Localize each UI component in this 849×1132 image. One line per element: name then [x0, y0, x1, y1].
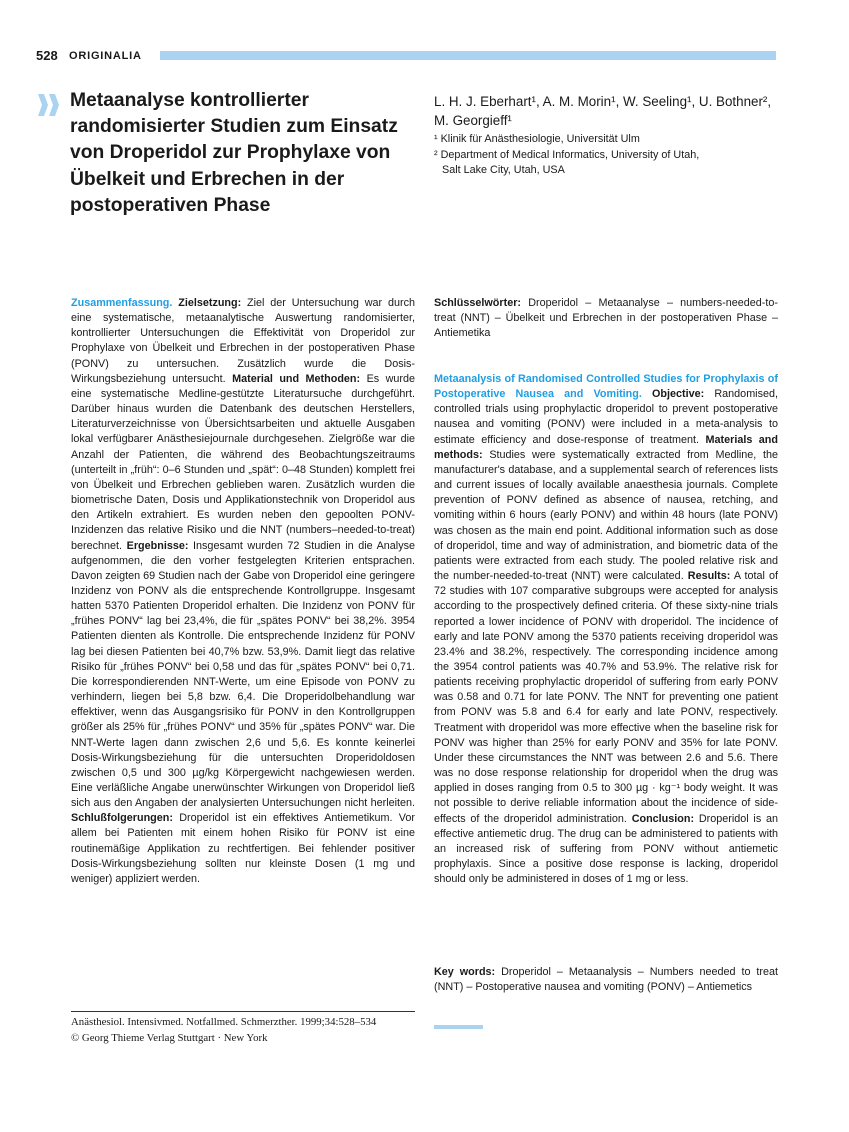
methods-label: Materials and methods: [434, 433, 778, 461]
objective-text: Ziel der Untersuchung war durch eine systematische, metaanalytische Auswertung randomisierter, kontrollierter Untersuchungen die Effektivität von Droperidol zur Prophylaxe von Übelkeit und Erbrechen in der postoperativen Phase (PONV) zu untersuchen. Zusätzlich wurde die Dosis-Wirkungsbeziehung untersucht. [71, 297, 415, 385]
article-title: Metaanalyse kontrollierter randomisierter Studien zum Einsatz von Droperidol zur Prophylaxe von Übelkeit und Erbrechen in der postoperativen Phase [70, 90, 398, 216]
objective-label: Zielsetzung: [178, 297, 242, 309]
keywords-english [434, 965, 778, 995]
methods-label: Material und Methoden: [232, 372, 361, 385]
keywords-text: Droperidol – Metaanalysis – Numbers needed to treat (NNT) – Postoperative nausea and vomiting (PONV) – Antiemetics [434, 966, 779, 994]
objective-text: Randomised, controlled trials using prophylactic droperidol to prevent postoperative nausea and vomiting (PONV) were included in a meta-analysis to estimate efficiency and dose-response of treatment. [434, 388, 778, 446]
abstract-english [434, 372, 778, 887]
section-label: ORIGINALIA [69, 50, 142, 62]
keywords-label: Key words: [434, 966, 496, 978]
page-number: 528 [36, 48, 58, 63]
journal-citation: Anästhesiol. Intensivmed. Notfallmed. Schmerzther. 1999;34:528–534 [71, 1016, 377, 1028]
results-text: A total of 72 studies with 107 comparative subgroups were accepted for analysis according to the prospectively defined criteria. Of these sixty-nine trials reported a lower incidence of PONV with droperidol. The incidence of early and late PONV among the 5370 patients receiving droperidol was 23.4% and 38.2%, respectively. The corresponding incidence among the 3954 control patients was 40.7% and 53.9%. The relative risk for patients receiving prophylactic droperidol of suffering from early PONV was 0.58 and 0.71 for late PONV. The NNT for preventing one patient from PONV was 5.8 and 6.4 for early and late PONV, respectively. Treatment with droperidol was more effective when the baseline risk for PONV was higher than 25% for early PONV and 35% for late PONV. Under these circumstances the NNT was between 2.6 and 5.6. There was no dose response relationship for droperidol when the drug was applied in doses ranging from 0.5 to 300 µg · kg⁻¹ body weight. It was not possible to derive reliable information about the incidence of side-effects of the droperidol administration. [434, 570, 778, 825]
results-label: Results: [687, 570, 731, 583]
objective-label: Objective: [652, 388, 705, 401]
end-marker-bar [434, 1025, 483, 1029]
citation-footer [71, 1014, 415, 1046]
methods-text: Es wurde eine systematische Medline-gestützte Literatursuche durchgeführt. Darüber hinaus wurden die Datenbank des deutschen Herstellers, Literaturverzeichnisse von Übersichtsarbeiten und aktuelle Ausgaben lokal verfügbarer Anästhesiejournale durchgesehen. Zielgröße war die Anzahl der Patienten, die während des Beobachtungszeitraums (unterteilt in „früh“: 0–6 Stunden und „spät“: 0–48 Stunden) komplett frei von Übelkeit und Erbrechen geblieben waren. Zusätzlich wurden die biometrische Daten, Dosis und Applikationstechnik von Droperidol aus den Artikeln extrahiert. Es wurden neben den gepoolten PONV-Inzidenzen das relative Risiko und die NNT (numbers–needed-to-treat) berechnet. [71, 372, 416, 552]
conclusion-text: Droperidol is an effective antiemetic drug. The drug can be administered to patients with an increased risk of suffering from PONV without antiemetic prophylaxis. Since a positive dose response is lacking, droperidol should only be administered in doses of 1 mg or less. [434, 812, 778, 886]
footer-divider [71, 1011, 415, 1012]
publisher-line: © Georg Thieme Verlag Stuttgart · New York [71, 1032, 268, 1044]
keywords-label: Schlüsselwörter: [434, 297, 522, 309]
abstract-heading: Zusammenfassung. [71, 297, 173, 309]
affiliation: Salt Lake City, Utah, USA [442, 164, 565, 176]
abstract-german [71, 296, 415, 887]
abstract-heading: Metaanalysis of Randomised Controlled Studies for Prophylaxis of Postoperative Nausea and Vomiting. [434, 373, 778, 401]
methods-text: Studies were systematically extracted from Medline, the manufacturer's database, and a supplemental search of references lists and current issues of locally available anaesthesia journals. Complete prevention of PONV defined as absence of nausea, retching, and vomiting within 6 hours (early PONV) and within 48 hours (late PONV) was chosen as the main end point. Additional information such as dose of droperidol, time and way of administration, and biometric data of the patients were extracted from each study. The pooled relative risk and the number-needed-to-treat (NNT) were calculated. [434, 448, 779, 583]
author-line: M. Georgieff¹ [434, 113, 512, 128]
results-text: Insgesamt wurden 72 Studien in die Analyse aufgenommen, die den vorher festgelegten Kriterien entsprachen. Davon zeigten 69 Studien nach der Gabe von Droperidol eine geringere Inzidenz von PONV als die entsprechende Kontrollgruppe. Insgesamt hatten 5370 Patienten Droperidol erhalten. Die Inzidenz von PONV für „frühes PONV“ lag bei 23,4%, die für „spätes PONV“ bei 38,2%. 3954 Patienten dienten als Kontrolle. Die entsprechende Inzidenz für PONV lag bei diesen Patienten bei 40,7% bzw. 53,9%. Damit liegt das relative Risiko für „frühes PONV“ bei 0,58 und das für „spätes PONV“ bei 0,71. Die korrespondierenden NNT-Werte, um eine Episode von PONV zu verhindern, liegen bei 5,8 bzw. 6,4. Die Droperidolbehandlung war effektiver, wenn das Ausgangsrisiko für PONV in den Kontrollgruppen größer als 25% für „frühes PONV“ und 35% für „spätes PONV“ war. Die NNT-Werte lagen dann zwischen 2,6 und 5,6. Es konnte keinerlei Dosis-Wirkungsbeziehung für die untersuchten Droperidoldosen zwischen 0,5 und 300 µg/kg Körpergewicht nachgewiesen werden. Eine verläßliche Angabe unerwünschter Wirkungen von Droperidol ließ sich aus den Angaben der analysierten Untersuchungen nicht herleiten. [71, 539, 416, 810]
affiliation: ² Department of Medical Informatics, University of Utah, [434, 148, 700, 161]
author-list [434, 92, 784, 130]
header-accent-bar [160, 51, 776, 60]
conclusion-label: Schlußfolgerungen: [71, 812, 173, 825]
results-label: Ergebnisse: [126, 539, 189, 552]
affiliation: ¹ Klinik für Anästhesiologie, Universität Ulm [434, 133, 640, 145]
author-line: L. H. J. Eberhart¹, A. M. Morin¹, W. Seeling¹, U. Bothner², [434, 94, 772, 109]
affiliations [434, 132, 784, 179]
conclusion-text: Droperidol ist ein effektives Antiemetikum. Vor allem bei Patienten mit einem hohen Risiko für PONV ist eine routinemäßige Applikation zu rechtfertigen. Bei fehlender positiver Dosis-Wirkungsbeziehung sollten nur kleinste Dosen (1 mg und weniger) appliziert werden. [71, 812, 415, 885]
double-chevron-icon [38, 94, 60, 116]
running-header [36, 46, 776, 66]
conclusion-label: Conclusion: [631, 812, 695, 825]
keywords-text: Droperidol – Metaanalyse – numbers-needed-to-treat (NNT) – Übelkeit und Erbrechen in der postoperativen Phase – Antiemetika [434, 297, 778, 340]
keywords-german [434, 296, 778, 341]
